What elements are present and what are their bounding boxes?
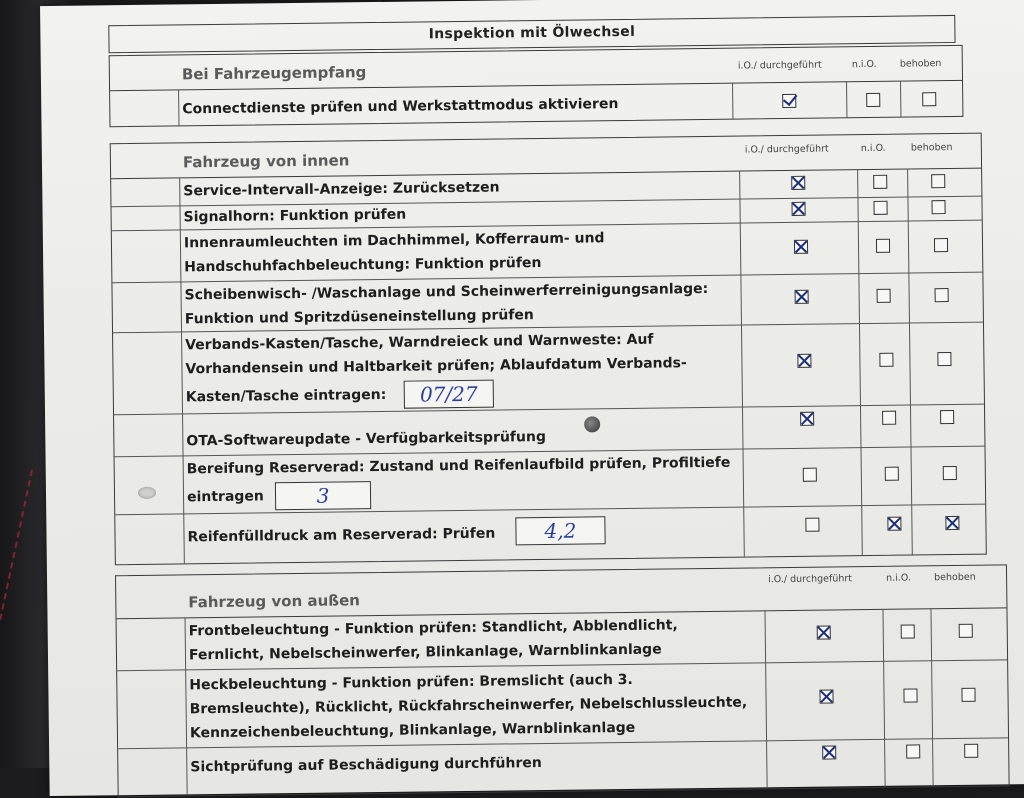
row-connectdienste: Connectdienste prüfen und Werkstattmodus aktivieren bbox=[182, 96, 619, 118]
section-vehicle-reception bbox=[109, 45, 964, 127]
checkbox-nio[interactable] bbox=[873, 201, 887, 215]
row-signalhorn: Signalhorn: Funktion prüfen bbox=[183, 206, 407, 226]
row-innenraumleuchten-line2: Handschuhfachbeleuchtung: Funktion prüfen bbox=[184, 255, 542, 276]
row-reifenfuelldruck: Reifenfülldruck am Reserverad: Prüfen bbox=[187, 525, 496, 546]
col-header-ok: i.O./ durchgeführt bbox=[737, 59, 822, 72]
row-scheibenwisch-line2: Funktion und Spritzdüseneinstellung prüfen bbox=[184, 307, 534, 328]
checkbox-nio[interactable] bbox=[903, 688, 917, 702]
checkbox-fixed[interactable] bbox=[959, 624, 973, 638]
col-header-nio: n.i.O. bbox=[860, 142, 886, 155]
divider bbox=[178, 89, 179, 125]
checkbox-nio[interactable] bbox=[882, 411, 896, 425]
checkbox-fixed[interactable] bbox=[943, 466, 957, 480]
inspection-sheet bbox=[40, 0, 1024, 796]
tread-depth-field[interactable]: 3 bbox=[275, 481, 371, 510]
divider bbox=[732, 83, 733, 119]
expiry-date-field[interactable]: 07/27 bbox=[404, 380, 494, 409]
row-heckbeleuchtung-line2: Bremsleuchte), Rücklicht, Rückfahrscheinwerfer, Nebelschlussleuchte, bbox=[189, 694, 748, 718]
checkbox-ok[interactable] bbox=[817, 625, 831, 639]
col-header-nio: n.i.O. bbox=[886, 572, 911, 584]
row-service-intervall: Service-Intervall-Anzeige: Zurücksetzen bbox=[183, 179, 500, 200]
checkbox-fixed[interactable] bbox=[934, 238, 948, 252]
checkbox-fixed[interactable] bbox=[961, 688, 975, 702]
checkbox-ok[interactable] bbox=[797, 354, 811, 368]
col-header-fixed: behoben bbox=[934, 571, 976, 584]
checkbox-fixed[interactable] bbox=[945, 516, 959, 530]
checkbox-fixed[interactable] bbox=[922, 92, 936, 106]
checkbox-nio[interactable] bbox=[885, 467, 899, 481]
row-heckbeleuchtung-line3: Kennzeichenbeleuchtung, Blinkanlage, Warnblinkanlage bbox=[189, 719, 636, 742]
checkbox-ok[interactable] bbox=[794, 240, 808, 254]
col-header-ok: i.O./ durchgeführt bbox=[744, 143, 829, 156]
row-bereifung-line1: Bereifung Reserverad: Zustand und Reifenlaufbild prüfen, Profiltiefe bbox=[186, 454, 731, 478]
row-scheibenwisch-line1: Scheibenwisch- /Waschanlage und Scheinwerferreinigungsanlage: bbox=[184, 280, 709, 304]
checkbox-nio[interactable] bbox=[877, 289, 891, 303]
col-header-ok: i.O./ durchgeführt bbox=[768, 573, 853, 586]
checkbox-ok[interactable] bbox=[791, 176, 805, 190]
table-row bbox=[113, 322, 984, 416]
checkbox-nio[interactable] bbox=[887, 517, 901, 531]
checkbox-ok[interactable] bbox=[822, 745, 836, 759]
checkbox-ok[interactable] bbox=[803, 468, 817, 482]
checkbox-fixed[interactable] bbox=[937, 352, 951, 366]
checkbox-ok[interactable] bbox=[782, 94, 796, 108]
section-title: Fahrzeug von außen bbox=[188, 591, 360, 612]
row-heckbeleuchtung-line1: Heckbeleuchtung - Funktion prüfen: Bremslicht (auch 3. bbox=[189, 671, 633, 694]
checkbox-fixed[interactable] bbox=[940, 410, 954, 424]
row-verbandskasten-line1: Verbands-Kasten/Tasche, Warndreieck und Warnweste: Auf bbox=[185, 331, 654, 354]
checkbox-nio[interactable] bbox=[901, 624, 915, 638]
checkbox-nio[interactable] bbox=[906, 744, 920, 758]
checkbox-ok[interactable] bbox=[795, 290, 809, 304]
checkbox-nio[interactable] bbox=[873, 175, 887, 189]
checkbox-nio[interactable] bbox=[879, 353, 893, 367]
row-verbandskasten-line2: Vorhandensein und Haltbarkeit prüfen; Ablaufdatum Verbands- bbox=[185, 355, 687, 378]
checkbox-nio[interactable] bbox=[866, 93, 880, 107]
checkbox-ok[interactable] bbox=[805, 518, 819, 532]
row-bereifung-line2: eintragen bbox=[186, 488, 264, 506]
checkbox-ok[interactable] bbox=[791, 202, 805, 216]
section-title: Bei Fahrzeugempfang bbox=[181, 63, 367, 84]
row-verbandskasten-line3: Kasten/Tasche eintragen: bbox=[185, 386, 387, 406]
checkbox-nio[interactable] bbox=[876, 239, 890, 253]
row-frontbeleuchtung-line2: Fernlicht, Nebelscheinwerfer, Blinkanlage, Warnblinkanlage bbox=[188, 641, 662, 664]
document-title: Inspektion mit Ölwechsel bbox=[428, 23, 636, 43]
row-frontbeleuchtung-line1: Frontbeleuchtung - Funktion prüfen: Standlicht, Abblendlicht, bbox=[188, 617, 678, 640]
section-vehicle-interior bbox=[110, 133, 987, 566]
row-innenraumleuchten-line1: Innenraumleuchten im Dachhimmel, Kofferraum- und bbox=[183, 230, 605, 252]
section-vehicle-exterior bbox=[115, 564, 1010, 797]
marker-dot bbox=[584, 416, 600, 432]
table-row bbox=[117, 659, 1008, 749]
col-header-fixed: behoben bbox=[899, 58, 942, 70]
divider bbox=[846, 81, 847, 117]
tire-pressure-field[interactable]: 4,2 bbox=[515, 516, 605, 545]
table-row bbox=[115, 504, 986, 563]
col-header-nio: n.i.O. bbox=[851, 58, 877, 71]
row-sichtpruefung: Sichtprüfung auf Beschädigung durchführen bbox=[190, 755, 542, 776]
checkbox-fixed[interactable] bbox=[935, 288, 949, 302]
row-ota-update: OTA-Softwareupdate - Verfügbarkeitsprüfung bbox=[186, 428, 547, 450]
checkbox-fixed[interactable] bbox=[964, 744, 978, 758]
col-header-fixed: behoben bbox=[910, 141, 953, 154]
section-header bbox=[110, 46, 962, 91]
checkbox-fixed[interactable] bbox=[931, 174, 945, 188]
section-title: Fahrzeug von innen bbox=[182, 151, 350, 172]
checkbox-ok[interactable] bbox=[800, 412, 814, 426]
checkbox-ok[interactable] bbox=[819, 689, 833, 703]
checkbox-fixed[interactable] bbox=[931, 200, 945, 214]
divider bbox=[900, 81, 901, 117]
